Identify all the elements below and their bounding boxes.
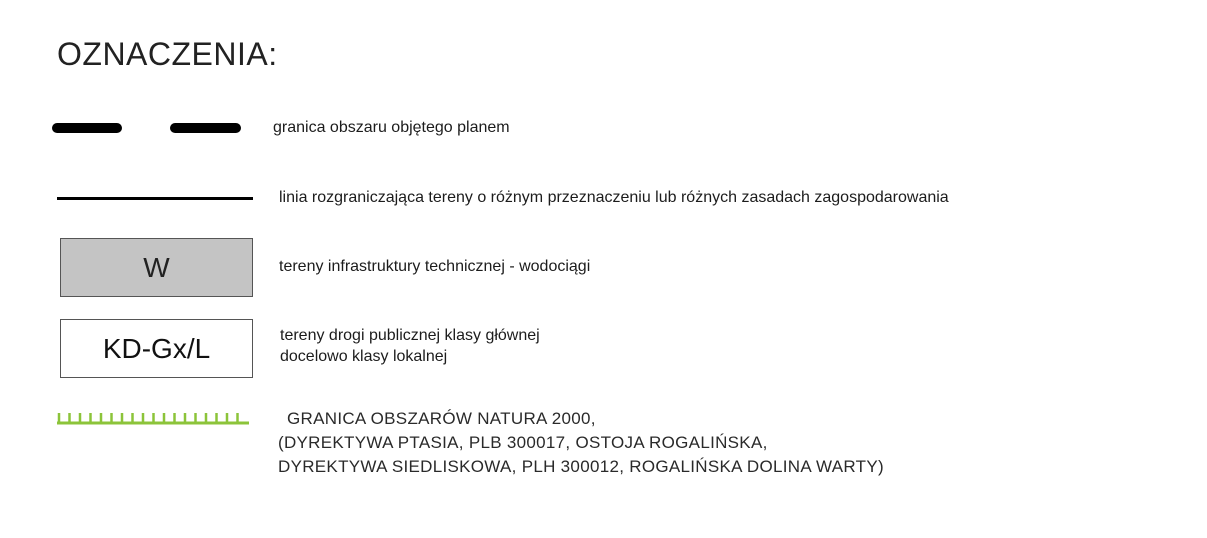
plan-boundary-description: granica obszaru objętego planem	[273, 119, 510, 136]
dividing-line-symbol	[57, 197, 253, 200]
natura-2000-description-line-2: (DYREKTYWA PTASIA, PLB 300017, OSTOJA ROGALIŃSKA,	[278, 433, 768, 452]
natura-2000-description-line-1: GRANICA OBSZARÓW NATURA 2000,	[287, 409, 596, 428]
waterworks-symbol-label: W	[143, 251, 170, 283]
natura-2000-boundary-symbol	[55, 408, 255, 428]
dividing-line-description: linia rozgraniczająca tereny o różnym przeznaczeniu lub różnych zasadach zagospodarowania	[279, 189, 949, 206]
legend-title: OZNACZENIA:	[57, 36, 278, 72]
plan-boundary-dash-right	[170, 123, 241, 133]
natura-2000-description-line-3: DYREKTYWA SIEDLISKOWA, PLH 300012, ROGALIŃSKA DOLINA WARTY)	[278, 457, 884, 476]
public-road-swatch	[60, 319, 253, 378]
public-road-symbol-label: KD-Gx/L	[102, 332, 211, 364]
waterworks-swatch	[60, 238, 253, 297]
public-road-description-line-1: tereny drogi publicznej klasy głównej	[280, 327, 540, 344]
waterworks-description: tereny infrastruktury technicznej - wodociągi	[279, 258, 591, 275]
public-road-description-line-2: docelowo klasy lokalnej	[280, 348, 448, 365]
plan-boundary-dash-left	[52, 123, 122, 133]
